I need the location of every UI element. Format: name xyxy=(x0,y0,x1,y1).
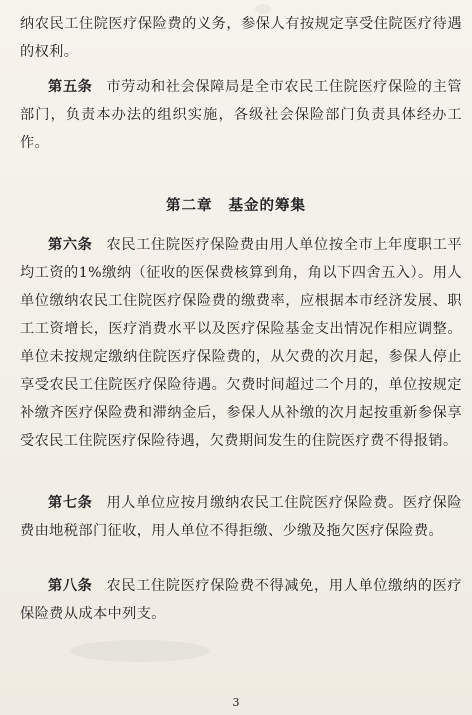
page-number: 3 xyxy=(232,696,240,709)
scan-smudge xyxy=(70,640,210,662)
article-7-text: 用人单位应按月缴纳农民工住院医疗保险费。医疗保险费由地税部门征收，用人单位不得拒缴、少缴及拖欠医疗保险费。 xyxy=(20,495,463,539)
chapter-heading xyxy=(0,194,472,215)
top-paragraph xyxy=(20,10,462,66)
article-6-label: 第六条 xyxy=(48,237,93,253)
article-8 xyxy=(20,572,462,628)
article-5 xyxy=(20,73,462,157)
article-6 xyxy=(20,231,462,455)
chapter-number: 第二章 xyxy=(166,198,213,214)
article-5-text: 市劳动和社会保障局是全市农民工住院医疗保险的主管部门，负责本办法的组织实施，各级社会保险部门负责具体经办工作。 xyxy=(20,79,463,151)
article-7-label: 第七条 xyxy=(48,495,93,511)
article-8-label: 第八条 xyxy=(48,578,93,594)
article-6-text: 农民工住院医疗保险费由用人单位按全市上年度职工平均工资的1%缴纳（征收的医保费核算到角，角以下四舍五入）。用人单位缴纳农民工住院医疗保险费的缴费率，应根据本市经济发展、职工工资增长，医疗消费水平以及医疗保险基金支出情况作相应调整。单位未按规定缴纳住院医疗保险费的，从欠费的次月起，参保人停止享受农民工住院医疗保险待遇。欠费时间超过二个月的，单位按规定补缴齐医疗保险费和滞纳金后，参保人从补缴的次月起按重新参保享受农民工住院医疗保险待遇，欠费期间发生的住院医疗费不得报销。 xyxy=(20,237,463,449)
top-paragraph-text: 纳农民工住院医疗保险费的义务，参保人有按规定享受住院医疗待遇的权利。 xyxy=(20,16,462,60)
article-8-text: 农民工住院医疗保险费不得减免，用人单位缴纳的医疗保险费从成本中列支。 xyxy=(20,578,463,622)
article-5-label: 第五条 xyxy=(48,79,93,95)
chapter-title: 基金的筹集 xyxy=(228,198,306,214)
article-7 xyxy=(20,489,462,545)
